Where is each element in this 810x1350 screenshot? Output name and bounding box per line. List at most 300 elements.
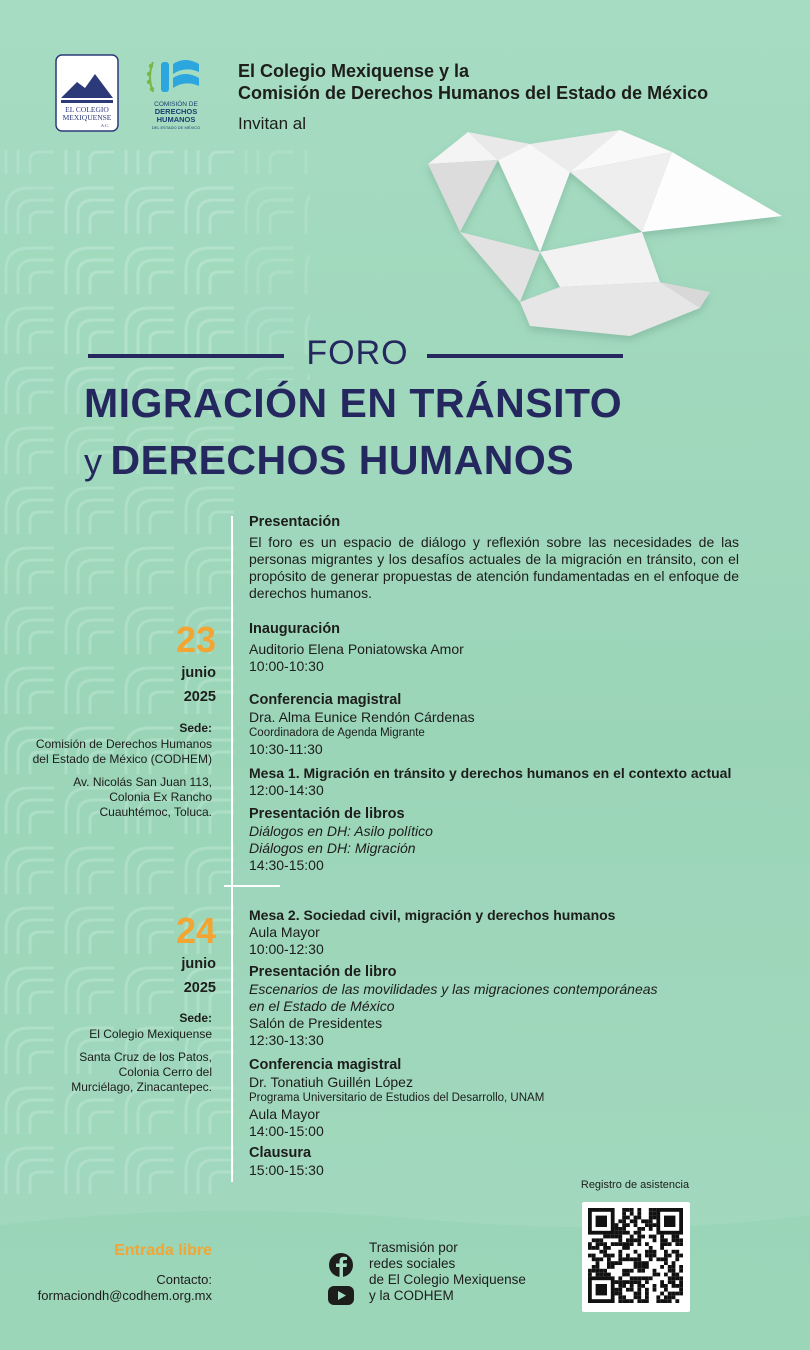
event-title: Conferencia magistral [249,1057,402,1073]
qr-module [588,1269,592,1273]
qr-module [649,1246,653,1250]
qr-module [634,1238,638,1242]
qr-module [637,1284,641,1288]
event-conferencia-1 [249,692,739,758]
qr-module [641,1227,645,1231]
qr-module [668,1299,672,1303]
qr-module [622,1219,626,1223]
qr-module [664,1288,668,1292]
qr-module [660,1246,664,1250]
qr-module [653,1254,657,1258]
qr-module [675,1299,679,1303]
organizers [238,60,798,104]
qr-module [668,1265,672,1269]
event-place: Aula Mayor [249,1106,320,1122]
transmission-info [369,1240,549,1304]
day1-number: 23 [175,619,216,660]
qr-module [675,1242,679,1246]
qr-module [668,1292,672,1296]
qr-module [630,1276,634,1280]
qr-module [607,1265,611,1269]
qr-module [660,1265,664,1269]
title-line-2-text: DERECHOS HUMANOS [110,437,575,483]
qr-module [672,1261,676,1265]
qr-module [653,1216,657,1220]
qr-module [630,1288,634,1292]
qr-module [664,1242,668,1246]
day2-number: 24 [175,910,216,951]
qr-module [675,1254,679,1258]
codhem-logo-text-4: DEL ESTADO DE MÉXICO [151,125,201,130]
qr-module [596,1265,600,1269]
qr-module [664,1299,668,1303]
qr-module [645,1261,649,1265]
qr-module [603,1235,607,1239]
qr-module [637,1257,641,1261]
qr-module [618,1280,622,1284]
qr-module [607,1261,611,1265]
qr-module [668,1254,672,1258]
qr-module [634,1276,638,1280]
qr-module [645,1242,649,1246]
qr-module [599,1250,603,1254]
qr-module [637,1231,641,1235]
qr-module [649,1216,653,1220]
qr-module [618,1261,622,1265]
qr-code-icon[interactable] [582,1202,690,1312]
day1-year: 2025 [183,689,216,705]
qr-module [645,1254,649,1258]
qr-module [603,1254,607,1258]
qr-module [656,1273,660,1277]
qr-module [630,1219,634,1223]
qr-module [660,1257,664,1261]
event-time: 10:00-12:30 [249,941,324,957]
qr-module [596,1261,600,1265]
qr-module [618,1227,622,1231]
qr-module [679,1280,683,1284]
qr-module [630,1212,634,1216]
codhem-logo-text-3: HUMANOS [156,115,196,124]
qr-module [599,1273,603,1277]
qr-module [603,1269,607,1273]
qr-module [664,1273,668,1277]
qr-module [641,1235,645,1239]
event-time: 14:00-15:00 [249,1123,324,1139]
qr-module [641,1276,645,1280]
qr-module [637,1280,641,1284]
qr-module [653,1235,657,1239]
qr-module [653,1288,657,1292]
qr-module [641,1299,645,1303]
qr-module [649,1212,653,1216]
qr-module [592,1246,596,1250]
event-inauguracion [249,621,739,675]
qr-module [618,1250,622,1254]
qr-module [622,1231,626,1235]
day1-date [150,620,216,708]
qr-module [653,1273,657,1277]
qr-module [626,1238,630,1242]
registration-label: Registro de asistencia [580,1179,690,1191]
qr-module [660,1292,664,1296]
qr-module [618,1235,622,1239]
qr-module [679,1284,683,1288]
event-clausura [249,1145,739,1179]
qr-module [599,1242,603,1246]
event-place: Aula Mayor [249,924,320,940]
qr-module [592,1254,596,1258]
qr-module [596,1238,600,1242]
qr-module [618,1242,622,1246]
day2-venue-name-1: El Colegio Mexiquense [89,1027,212,1041]
qr-module [599,1269,603,1273]
qr-module [611,1265,615,1269]
social-icons [326,1252,356,1312]
qr-module [622,1208,626,1212]
qr-module [637,1288,641,1292]
event-title: Inauguración [249,621,341,637]
qr-module [645,1299,649,1303]
qr-module [634,1231,638,1235]
colmex-logo-text-3: A.C. [100,123,110,128]
foro-label: FORO [306,334,409,372]
qr-module [626,1299,630,1303]
qr-module [618,1231,622,1235]
foro-rule-left [88,354,284,358]
event-libro [249,964,739,1049]
qr-module [675,1250,679,1254]
qr-module [626,1280,630,1284]
event-time: 14:30-15:00 [249,857,324,873]
qr-module [596,1246,600,1250]
qr-module [637,1227,641,1231]
qr-module [588,1273,592,1277]
qr-module [645,1223,649,1227]
qr-module [637,1261,641,1265]
qr-module [664,1295,668,1299]
qr-module [634,1216,638,1220]
qr-module [664,1250,668,1254]
qr-module [618,1299,622,1303]
qr-module [596,1242,600,1246]
qr-module [588,1254,592,1258]
qr-module [603,1250,607,1254]
qr-module [622,1284,626,1288]
qr-module [672,1292,676,1296]
day1-month: junio [181,665,216,681]
qr-module [634,1292,638,1296]
qr-module [649,1257,653,1261]
title-line-2 [84,437,574,484]
qr-module [626,1216,630,1220]
qr-module [653,1269,657,1273]
qr-finder [664,1216,675,1227]
event-speaker: Dr. Tonatiuh Guillén López [249,1074,413,1090]
qr-module [622,1223,626,1227]
qr-module [645,1280,649,1284]
qr-module [615,1292,619,1296]
day2-venue-label: Sede: [179,1011,212,1025]
qr-module [626,1273,630,1277]
qr-module [672,1250,676,1254]
day1-venue-label: Sede: [179,721,212,735]
qr-module [637,1212,641,1216]
qr-module [660,1299,664,1303]
qr-module [675,1292,679,1296]
qr-module [622,1246,626,1250]
event-place: Auditorio Elena Poniatowska Amor [249,641,464,657]
qr-module [615,1231,619,1235]
qr-module [618,1238,622,1242]
qr-module [592,1265,596,1269]
qr-module [592,1269,596,1273]
qr-module [660,1284,664,1288]
event-conferencia-2 [249,1057,739,1140]
qr-module [607,1246,611,1250]
qr-module [615,1280,619,1284]
qr-module [672,1235,676,1239]
timeline-day-divider [224,885,280,887]
qr-module [622,1280,626,1284]
free-entry: Entrada libre [114,1242,212,1259]
qr-module [630,1284,634,1288]
day2-venue [20,1011,212,1095]
qr-module [649,1227,653,1231]
qr-module [672,1280,676,1284]
qr-module [630,1242,634,1246]
transmission-line-4: y la CODHEM [369,1288,454,1303]
qr-module [607,1235,611,1239]
qr-module [672,1238,676,1242]
colmex-logo-text-1: EL COLEGIO [65,105,109,114]
qr-module [656,1295,660,1299]
qr-module [660,1235,664,1239]
day2-address-1: Santa Cruz de los Patos, [79,1050,212,1064]
qr-module [645,1295,649,1299]
qr-module [668,1242,672,1246]
qr-module [634,1261,638,1265]
contact [10,1272,212,1304]
day2-date [150,911,216,999]
qr-module [664,1261,668,1265]
qr-module [653,1250,657,1254]
day1-venue-name-1: Comisión de Derechos Humanos [35,737,212,751]
qr-module [630,1299,634,1303]
qr-module [668,1276,672,1280]
qr-module [637,1242,641,1246]
colmex-logo-text-2: MEXIQUENSE [62,113,112,122]
qr-module [668,1269,672,1273]
qr-module [596,1273,600,1277]
qr-module [607,1254,611,1258]
event-time: 15:00-15:30 [249,1162,324,1178]
qr-module [660,1280,664,1284]
event-book-1: Diálogos en DH: Asilo político [249,823,433,839]
qr-module [664,1257,668,1261]
event-title: Presentación de libros [249,806,405,822]
qr-module [637,1295,641,1299]
qr-module [653,1238,657,1242]
event-time: 12:00-14:30 [249,782,324,798]
qr-module [679,1292,683,1296]
day2-month: junio [181,956,216,972]
qr-module [637,1292,641,1296]
qr-module [656,1257,660,1261]
qr-module [637,1254,641,1258]
qr-module [626,1208,630,1212]
qr-module [622,1216,626,1220]
qr-module [626,1231,630,1235]
qr-module [618,1292,622,1296]
qr-module [615,1235,619,1239]
qr-finder [596,1216,607,1227]
qr-module [645,1288,649,1292]
qr-module [675,1273,679,1277]
qr-module [637,1238,641,1242]
qr-module [599,1238,603,1242]
qr-module [596,1257,600,1261]
qr-module [679,1265,683,1269]
qr-module [649,1254,653,1258]
qr-module [618,1257,622,1261]
event-place: Salón de Presidentes [249,1015,383,1031]
qr-module [641,1219,645,1223]
qr-module [660,1238,664,1242]
qr-module [626,1269,630,1273]
qr-module [645,1276,649,1280]
qr-module [630,1238,634,1242]
qr-module [637,1208,641,1212]
qr-module [607,1273,611,1277]
qr-module [645,1219,649,1223]
day1-venue [20,721,212,820]
qr-module [611,1242,615,1246]
invite-text: Invitan al [238,114,307,133]
day2-year: 2025 [183,980,216,996]
day2-address-2: Colonia Cerro del [118,1065,212,1079]
qr-module [618,1219,622,1223]
youtube-icon[interactable] [328,1286,354,1305]
event-book-line-1: Escenarios de las movilidades y las migraciones contemporáneas [249,981,658,997]
qr-module [649,1219,653,1223]
qr-module [679,1269,683,1273]
presentation-body: El foro es un espacio de diálogo y reflexión sobre las necesidades de las personas migrantes y los desafíos actuales de la migración en tránsito, con el propósito de generar propuestas de atención fundamentadas en el enfoque de derechos humanos. [249,534,739,601]
event-time: 12:30-13:30 [249,1032,324,1048]
qr-module [672,1276,676,1280]
event-libros [249,806,739,874]
contact-label: Contacto: [156,1272,212,1287]
qr-module [637,1235,641,1239]
qr-module [672,1269,676,1273]
qr-module [626,1223,630,1227]
qr-module [588,1242,592,1246]
qr-finder [596,1284,607,1295]
qr-module [622,1257,626,1261]
qr-module [618,1254,622,1258]
facebook-icon[interactable] [329,1253,353,1277]
qr-module [596,1269,600,1273]
event-speaker-role: Programa Universitario de Estudios del Desarrollo, UNAM [249,1092,545,1104]
qr-module [622,1273,626,1277]
qr-module [626,1254,630,1258]
qr-module [672,1284,676,1288]
qr-module [603,1273,607,1277]
qr-module [626,1246,630,1250]
qr-module [664,1284,668,1288]
qr-module [675,1257,679,1261]
qr-module [622,1212,626,1216]
qr-module [637,1276,641,1280]
qr-module [664,1254,668,1258]
qr-module [641,1261,645,1265]
qr-module [615,1227,619,1231]
codhem-logo-text-2: DERECHOS [154,107,198,116]
transmission-line-3: de El Colegio Mexiquense [369,1272,526,1287]
qr-module [668,1295,672,1299]
qr-module [664,1238,668,1242]
qr-module [679,1276,683,1280]
event-title: Mesa 1. Migración en tránsito y derechos humanos en el contexto actual [249,765,732,781]
qr-module [626,1242,630,1246]
qr-module [637,1299,641,1303]
event-title: Conferencia magistral [249,692,402,708]
qr-module [649,1276,653,1280]
contact-email[interactable]: formaciondh@codhem.org.mx [37,1288,212,1303]
qr-module [672,1295,676,1299]
qr-module [603,1242,607,1246]
qr-module [634,1250,638,1254]
qr-module [679,1254,683,1258]
qr-module [615,1242,619,1246]
event-mesa-2 [249,907,739,958]
event-speaker-role: Coordinadora de Agenda Migrante [249,727,425,739]
qr-module [615,1223,619,1227]
qr-module [675,1238,679,1242]
event-speaker: Dra. Alma Eunice Rendón Cárdenas [249,709,475,725]
qr-module [675,1235,679,1239]
qr-module [672,1265,676,1269]
timeline-vertical-rule [231,516,233,1182]
qr-module [653,1208,657,1212]
qr-module [599,1257,603,1261]
colegio-mexiquense-logo [55,54,119,132]
dove-icon [410,112,790,352]
qr-module [675,1276,679,1280]
qr-module [656,1299,660,1303]
qr-module [630,1257,634,1261]
qr-module [634,1223,638,1227]
qr-module [641,1265,645,1269]
event-time: 10:00-10:30 [249,658,324,674]
qr-module [645,1292,649,1296]
presentation-heading: Presentación [249,514,341,530]
qr-module [634,1280,638,1284]
event-book-line-2: en el Estado de México [249,998,395,1014]
qr-module [618,1276,622,1280]
qr-module [630,1280,634,1284]
qr-module [622,1299,626,1303]
event-title: Presentación de libro [249,964,397,980]
qr-module [611,1261,615,1265]
qr-module [626,1257,630,1261]
qr-module [611,1254,615,1258]
qr-module [634,1265,638,1269]
qr-module [630,1269,634,1273]
foro-rule-right [427,354,623,358]
qr-module [592,1238,596,1242]
event-title: Mesa 2. Sociedad civil, migración y derechos humanos [249,907,616,923]
